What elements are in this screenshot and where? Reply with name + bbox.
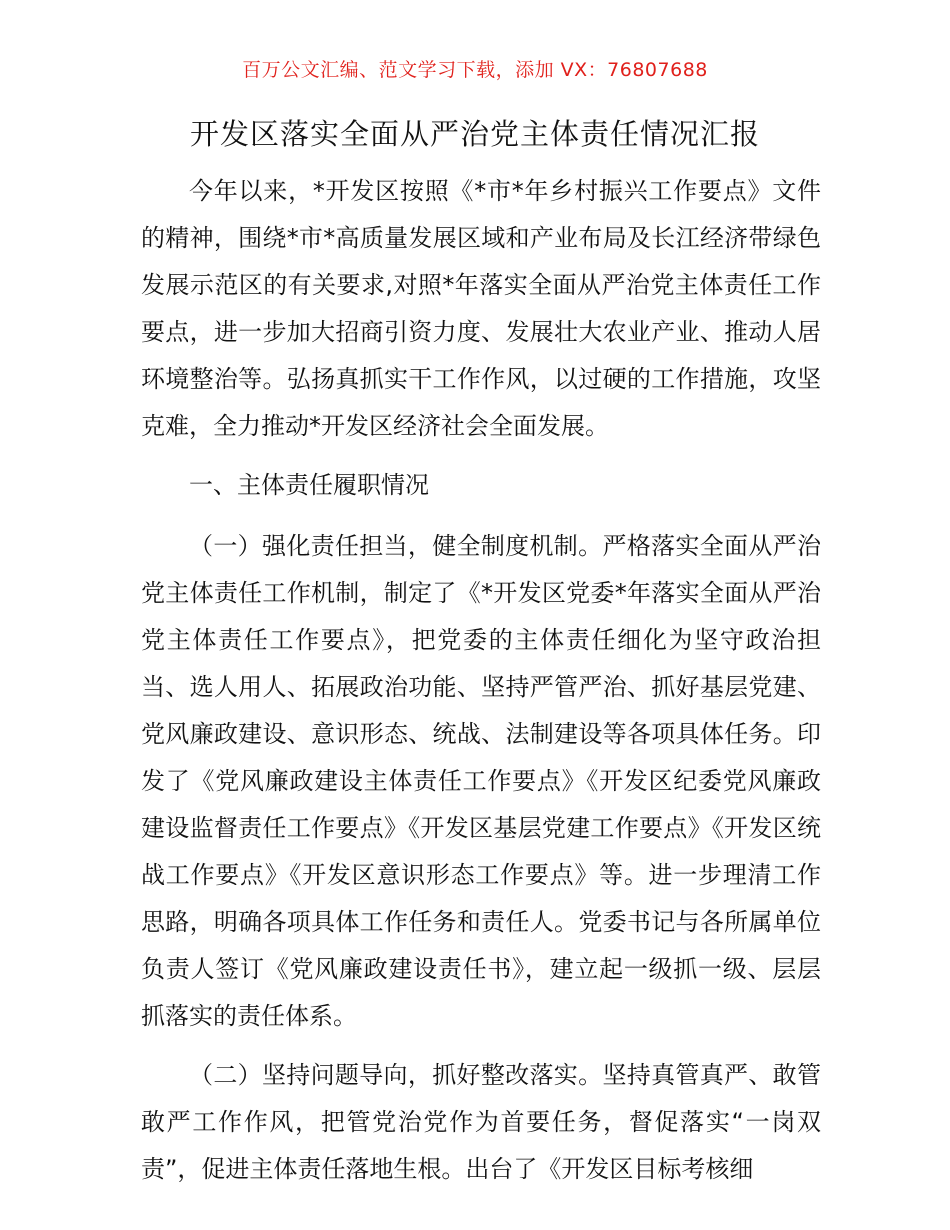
section-heading-1: 一、主体责任履职情况	[189, 471, 429, 499]
paragraph-intro: 今年以来，*开发区按照《*市*年乡村振兴工作要点》文件的精神，围绕*市*高质量发展区域和产业布局及长江经济带绿色发展示范区的有关要求,对照*年落实全面从严治党主体责任工作要点，进一步加大招商引资力度、发展壮大农业产业、推动人居环境整治等。弘扬真抓实干工作作风，以过硬的工作措施，攻坚克难，全力推动*开发区经济社会全面发展。	[141, 177, 821, 440]
paragraph-section-1-1: （一）强化责任担当，健全制度机制。严格落实全面从严治党主体责任工作机制，制定了《*开发区党委*年落实全面从严治党主体责任工作要点》，把党委的主体责任细化为坚守政治担当、选人用人、拓展政治功能、坚持严管严治、抓好基层党建、党风廉政建设、意识形态、统战、法制建设等各项具体任务。印发了《党风廉政建设主体责任工作要点》《开发区纪委党风廉政建设监督责任工作要点》《开发区基层党建工作要点》《开发区统战工作要点》《开发区意识形态工作要点》等。进一步理清工作思路，明确各项具体工作任务和责任人。党委书记与各所属单位负责人签订《党风廉政建设责任书》，建立起一级抓一级、层层抓落实的责任体系。	[141, 532, 821, 1030]
document-body	[141, 168, 821, 1205]
header-watermark-note: 百万公文汇编、范文学习下载，添加 VX：76807688	[242, 59, 708, 81]
paragraph-section-1-2: （二）坚持问题导向，抓好整改落实。坚持真管真严、敢管敢严工作作风，把管党治党作为首要任务，督促落实“一岗双责”，促进主体责任落地生根。出台了《开发区目标考核细	[141, 1061, 821, 1183]
document-title: 开发区落实全面从严治党主体责任情况汇报	[189, 117, 760, 151]
